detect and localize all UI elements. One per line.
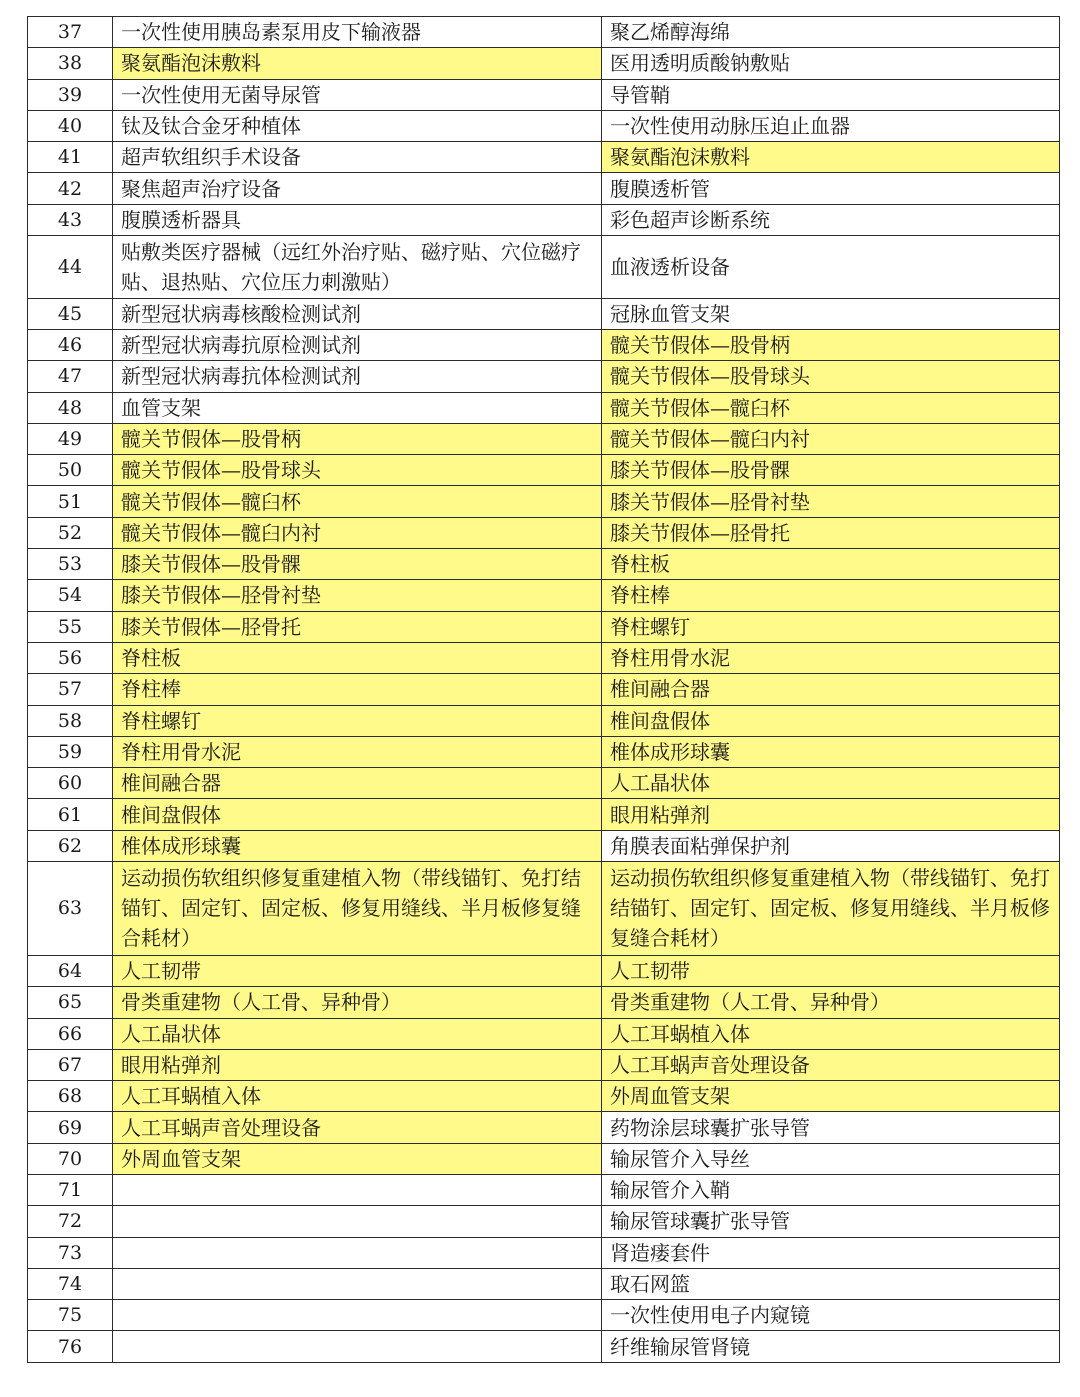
column-b-cell [602,611,1060,642]
column-a-cell [113,392,602,423]
column-b-text: 医用透明质酸钠敷贴 [610,51,790,76]
column-b-cell [602,517,1060,548]
column-a-text: 髋关节假体—髋臼内衬 [121,520,321,545]
column-b-cell [602,392,1060,423]
table-row [28,48,1060,79]
column-b-text: 脊柱螺钉 [610,614,690,639]
row-number: 63 [28,862,113,956]
row-number: 57 [28,674,113,705]
column-b-text: 一次性使用动脉压迫止血器 [610,114,850,139]
column-b-text: 脊柱棒 [610,583,670,608]
column-b-text: 人工韧带 [610,959,690,984]
column-b-cell [602,580,1060,611]
column-a-cell [113,455,602,486]
table-row [28,549,1060,580]
row-number: 37 [28,17,113,48]
column-a-cell [113,1206,602,1237]
column-b-text: 药物涂层球囊扩张导管 [610,1115,810,1140]
column-b-cell [602,736,1060,767]
column-a-text: 骨类重建物（人工骨、异种骨） [121,990,401,1015]
column-a-text: 脊柱用骨水泥 [121,739,241,764]
row-number: 76 [28,1331,113,1362]
column-b-cell [602,1112,1060,1143]
row-number: 47 [28,361,113,392]
table-row [28,204,1060,235]
column-b-cell [602,1081,1060,1112]
table-row [28,79,1060,110]
column-b-cell [602,361,1060,392]
column-b-text: 椎间融合器 [610,677,710,702]
table-row [28,768,1060,799]
row-number: 69 [28,1112,113,1143]
column-a-text: 椎间盘假体 [121,802,221,827]
column-b-text: 输尿管球囊扩张导管 [610,1209,790,1234]
column-b-cell [602,674,1060,705]
column-a-cell [113,1143,602,1174]
column-a-cell [113,142,602,173]
column-a-text: 脊柱板 [121,646,181,671]
table-row [28,173,1060,204]
table-row [28,580,1060,611]
column-b-text: 输尿管介入导丝 [610,1146,750,1171]
row-number: 46 [28,329,113,360]
table-row [28,1018,1060,1049]
column-a-text: 新型冠状病毒抗原检测试剂 [121,333,361,358]
column-b-text: 纤维输尿管肾镜 [610,1334,750,1359]
table-row [28,298,1060,329]
column-b-cell [602,329,1060,360]
column-a-text: 人工晶状体 [121,1021,221,1046]
column-a-text: 椎体成形球囊 [121,833,241,858]
row-number: 65 [28,987,113,1018]
table-row [28,862,1060,956]
column-a-text: 贴敷类医疗器械（远红外治疗贴、磁疗贴、穴位磁疗贴、退热贴、穴位压力刺激贴） [121,239,581,294]
column-b-cell [602,17,1060,48]
column-a-text: 新型冠状病毒核酸检测试剂 [121,301,361,326]
table-row [28,674,1060,705]
column-b-text: 彩色超声诊断系统 [610,207,770,232]
column-b-text: 髋关节假体—髋臼内衬 [610,427,810,451]
column-b-cell [602,423,1060,454]
row-number: 67 [28,1049,113,1080]
row-number: 60 [28,768,113,799]
column-b-text: 脊柱板 [610,552,670,577]
column-b-text: 外周血管支架 [610,1084,730,1109]
column-b-text: 人工耳蜗声音处理设备 [610,1052,810,1077]
column-b-text: 骨类重建物（人工骨、异种骨） [610,990,890,1015]
row-number: 38 [28,48,113,79]
column-a-cell [113,736,602,767]
row-number: 41 [28,142,113,173]
column-a-cell [113,674,602,705]
table-row [28,142,1060,173]
column-b-cell [602,142,1060,173]
column-b-text: 椎体成形球囊 [610,739,730,764]
row-number: 42 [28,173,113,204]
column-a-cell [113,862,602,956]
column-b-text: 一次性使用电子内窥镜 [610,1303,810,1328]
table-row [28,830,1060,861]
row-number: 54 [28,580,113,611]
table-row [28,1206,1060,1237]
column-b-cell [602,110,1060,141]
column-b-text: 肾造瘘套件 [610,1240,710,1265]
table-row [28,329,1060,360]
table-row [28,955,1060,986]
row-number: 59 [28,736,113,767]
column-b-text: 运动损伤软组织修复重建植入物（带线锚钉、免打结锚钉、固定钉、固定板、修复用缝线、半月板修复缝合耗材） [610,866,1050,951]
column-a-text: 一次性使用无菌导尿管 [121,82,321,107]
column-b-text: 人工晶状体 [610,771,710,796]
column-a-text: 脊柱螺钉 [121,708,201,733]
column-a-cell [113,830,602,861]
column-a-cell [113,1237,602,1268]
column-a-cell [113,204,602,235]
column-b-text: 角膜表面粘弹保护剂 [610,833,790,858]
row-number: 75 [28,1300,113,1331]
column-a-text: 膝关节假体—股骨髁 [121,552,301,577]
column-a-text: 聚焦超声治疗设备 [121,176,281,201]
column-a-text: 髋关节假体—髋臼杯 [121,489,301,514]
column-a-text: 髋关节假体—股骨柄 [121,427,301,451]
table-row [28,1174,1060,1205]
table-row [28,455,1060,486]
column-b-text: 髋关节假体—股骨柄 [610,333,790,358]
column-b-cell [602,830,1060,861]
column-b-cell [602,1237,1060,1268]
column-a-text: 新型冠状病毒抗体检测试剂 [121,364,361,389]
column-b-text: 腹膜透析管 [610,176,710,201]
column-a-cell [113,110,602,141]
column-a-text: 人工耳蜗声音处理设备 [121,1115,321,1140]
column-a-text: 钛及钛合金牙种植体 [121,114,301,139]
row-number: 70 [28,1143,113,1174]
column-a-cell [113,1300,602,1331]
column-a-cell [113,1018,602,1049]
column-a-cell [113,1268,602,1299]
column-b-cell [602,1143,1060,1174]
column-a-text: 运动损伤软组织修复重建植入物（带线锚钉、免打结锚钉、固定钉、固定板、修复用缝线、半月板修复缝合耗材） [121,866,581,951]
row-number: 74 [28,1268,113,1299]
column-a-cell [113,423,602,454]
column-b-cell [602,173,1060,204]
column-a-text: 膝关节假体—胫骨托 [121,614,301,639]
table-row [28,392,1060,423]
column-a-text: 膝关节假体—胫骨衬垫 [121,583,321,608]
column-a-text: 外周血管支架 [121,1146,241,1171]
table-row [28,642,1060,673]
column-b-cell [602,987,1060,1018]
column-a-cell [113,768,602,799]
column-a-cell [113,173,602,204]
column-a-text: 眼用粘弹剂 [121,1052,221,1077]
row-number: 64 [28,955,113,986]
row-number: 71 [28,1174,113,1205]
table-row [28,236,1060,299]
table-row [28,1268,1060,1299]
column-b-text: 膝关节假体—胫骨衬垫 [610,489,810,514]
column-a-cell [113,361,602,392]
column-a-cell [113,955,602,986]
column-b-cell [602,204,1060,235]
row-number: 39 [28,79,113,110]
column-b-cell [602,1300,1060,1331]
column-b-cell [602,1049,1060,1080]
row-number: 50 [28,455,113,486]
column-b-text: 人工耳蜗植入体 [610,1021,750,1046]
row-number: 61 [28,799,113,830]
row-number: 66 [28,1018,113,1049]
row-number: 56 [28,642,113,673]
column-b-cell [602,79,1060,110]
row-number: 43 [28,204,113,235]
column-b-cell [602,1206,1060,1237]
column-a-text: 超声软组织手术设备 [121,145,301,170]
column-a-cell [113,1049,602,1080]
column-a-text: 聚氨酯泡沫敷料 [121,51,261,76]
column-a-cell [113,1331,602,1362]
column-a-cell [113,580,602,611]
column-b-cell [602,486,1060,517]
column-a-cell [113,1174,602,1205]
row-number: 73 [28,1237,113,1268]
column-a-text: 人工耳蜗植入体 [121,1084,261,1109]
column-b-text: 导管鞘 [610,82,670,107]
column-a-cell [113,642,602,673]
table-row [28,1081,1060,1112]
column-a-text: 人工韧带 [121,959,201,984]
row-number: 48 [28,392,113,423]
table-row [28,1143,1060,1174]
column-b-cell [602,1174,1060,1205]
column-b-cell [602,642,1060,673]
row-number: 62 [28,830,113,861]
table-row [28,705,1060,736]
table-body [28,17,1060,1363]
column-a-cell [113,236,602,299]
column-a-text: 一次性使用胰岛素泵用皮下输液器 [121,20,421,45]
table-row [28,1237,1060,1268]
column-a-cell [113,705,602,736]
column-a-cell [113,329,602,360]
column-a-text: 脊柱棒 [121,677,181,702]
column-b-text: 膝关节假体—胫骨托 [610,520,790,545]
table-row [28,736,1060,767]
table-row [28,1300,1060,1331]
table-row [28,110,1060,141]
column-a-cell [113,549,602,580]
column-a-text: 腹膜透析器具 [121,207,241,232]
table-row [28,423,1060,454]
table-row [28,1112,1060,1143]
column-b-cell [602,1268,1060,1299]
column-a-cell [113,987,602,1018]
device-comparison-table [27,16,1060,1363]
column-a-cell [113,1081,602,1112]
table-row [28,1331,1060,1362]
row-number: 40 [28,110,113,141]
row-number: 45 [28,298,113,329]
column-b-cell [602,955,1060,986]
column-b-cell [602,862,1060,956]
column-b-text: 冠脉血管支架 [610,301,730,326]
column-b-text: 椎间盘假体 [610,708,710,733]
column-b-cell [602,48,1060,79]
table-row [28,486,1060,517]
column-b-cell [602,705,1060,736]
table-row [28,799,1060,830]
column-b-cell [602,1018,1060,1049]
column-a-cell [113,17,602,48]
column-b-text: 眼用粘弹剂 [610,802,710,827]
column-b-cell [602,455,1060,486]
table-row [28,17,1060,48]
row-number: 49 [28,423,113,454]
row-number: 55 [28,611,113,642]
row-number: 72 [28,1206,113,1237]
column-a-cell [113,1112,602,1143]
column-b-text: 血液透析设备 [610,254,730,279]
device-comparison-sheet [27,16,1059,1363]
column-a-text: 椎间融合器 [121,771,221,796]
column-a-cell [113,486,602,517]
column-a-cell [113,48,602,79]
column-b-text: 脊柱用骨水泥 [610,646,730,671]
column-b-cell [602,236,1060,299]
row-number: 68 [28,1081,113,1112]
column-a-cell [113,517,602,548]
row-number: 51 [28,486,113,517]
column-b-text: 输尿管介入鞘 [610,1178,730,1203]
column-b-text: 聚氨酯泡沫敷料 [610,145,750,170]
column-b-text: 取石网篮 [610,1272,690,1297]
column-a-cell [113,298,602,329]
row-number: 44 [28,236,113,299]
table-row [28,987,1060,1018]
column-a-cell [113,79,602,110]
table-row [28,361,1060,392]
column-b-cell [602,768,1060,799]
table-row [28,517,1060,548]
row-number: 53 [28,549,113,580]
column-b-text: 膝关节假体—股骨髁 [610,458,790,483]
table-row [28,611,1060,642]
column-b-cell [602,298,1060,329]
row-number: 58 [28,705,113,736]
column-b-cell [602,549,1060,580]
column-a-cell [113,611,602,642]
column-a-text: 髋关节假体—股骨球头 [121,458,321,483]
column-b-cell [602,799,1060,830]
table-row [28,1049,1060,1080]
column-b-cell [602,1331,1060,1362]
column-b-text: 髋关节假体—髋臼杯 [610,395,790,420]
row-number: 52 [28,517,113,548]
column-b-text: 髋关节假体—股骨球头 [610,364,810,389]
column-a-cell [113,799,602,830]
column-b-text: 聚乙烯醇海绵 [610,20,730,45]
column-a-text: 血管支架 [121,395,201,420]
